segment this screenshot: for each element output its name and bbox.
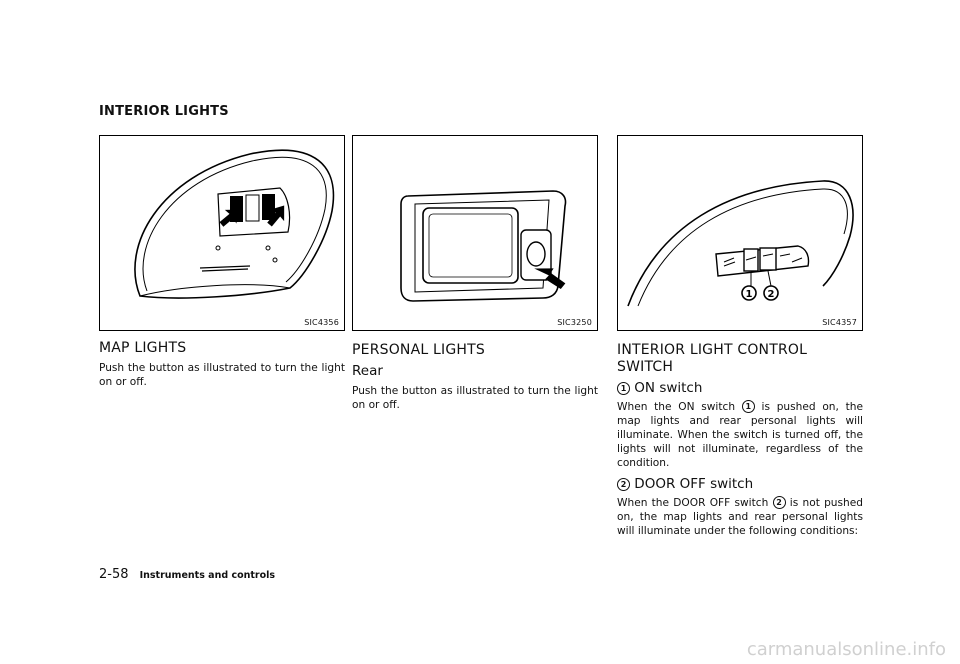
callout-2: 2 <box>767 289 775 300</box>
watermark: carmanualsonline.info <box>746 639 946 660</box>
personal-lights-section <box>352 342 598 412</box>
figure-code: SIC4356 <box>304 318 339 327</box>
on-switch-heading <box>617 380 863 397</box>
door-off-body-pre: When the DOOR OFF switch <box>617 497 769 509</box>
page-number: 2-58 <box>99 567 129 582</box>
figure-code: SIC4357 <box>822 318 857 327</box>
door-off-heading <box>617 476 863 493</box>
on-switch-body-post: is pushed on, the map lights and rear personal lights will illuminate. When the switch is turned off, the lights will not illuminate, regardless of the condition. <box>617 401 863 469</box>
on-switch-body <box>617 400 863 470</box>
page-footer <box>99 563 275 582</box>
map-lights-section <box>99 340 345 389</box>
personal-lights-body: Push the button as illustrated to turn the light on or off. <box>352 385 598 411</box>
page-section-name: Instruments and controls <box>139 570 276 581</box>
personal-lights-title: PERSONAL LIGHTS <box>352 342 485 358</box>
door-off-body-post: is not pushed on, the map lights and rear personal lights will illuminate under the following conditions: <box>617 497 863 537</box>
map-lights-title: MAP LIGHTS <box>99 340 187 356</box>
door-off-title: DOOR OFF switch <box>634 476 754 492</box>
figure-personal-lights <box>352 135 598 331</box>
on-switch-title: ON switch <box>634 380 703 396</box>
number-1-icon: 1 <box>617 382 630 395</box>
number-1-icon: 1 <box>742 400 755 413</box>
section-title: INTERIOR LIGHTS <box>99 104 229 119</box>
number-2-icon: 2 <box>617 478 630 491</box>
on-switch-body-pre: When the ON switch <box>617 401 736 413</box>
map-lights-body: Push the button as illustrated to turn the light on or off. <box>99 362 345 388</box>
figure-control-switch <box>617 135 863 331</box>
control-switch-section <box>617 342 863 538</box>
figure-map-lights <box>99 135 345 331</box>
personal-lights-subtitle: Rear <box>352 363 383 379</box>
personal-lights-illustration <box>353 136 599 332</box>
map-lights-illustration <box>100 136 346 332</box>
figure-code: SIC3250 <box>557 318 592 327</box>
door-off-body <box>617 496 863 538</box>
callout-1: 1 <box>745 289 753 300</box>
number-2-icon: 2 <box>773 496 786 509</box>
control-switch-illustration <box>618 136 864 332</box>
control-switch-title: INTERIOR LIGHT CONTROL SWITCH <box>617 342 808 375</box>
